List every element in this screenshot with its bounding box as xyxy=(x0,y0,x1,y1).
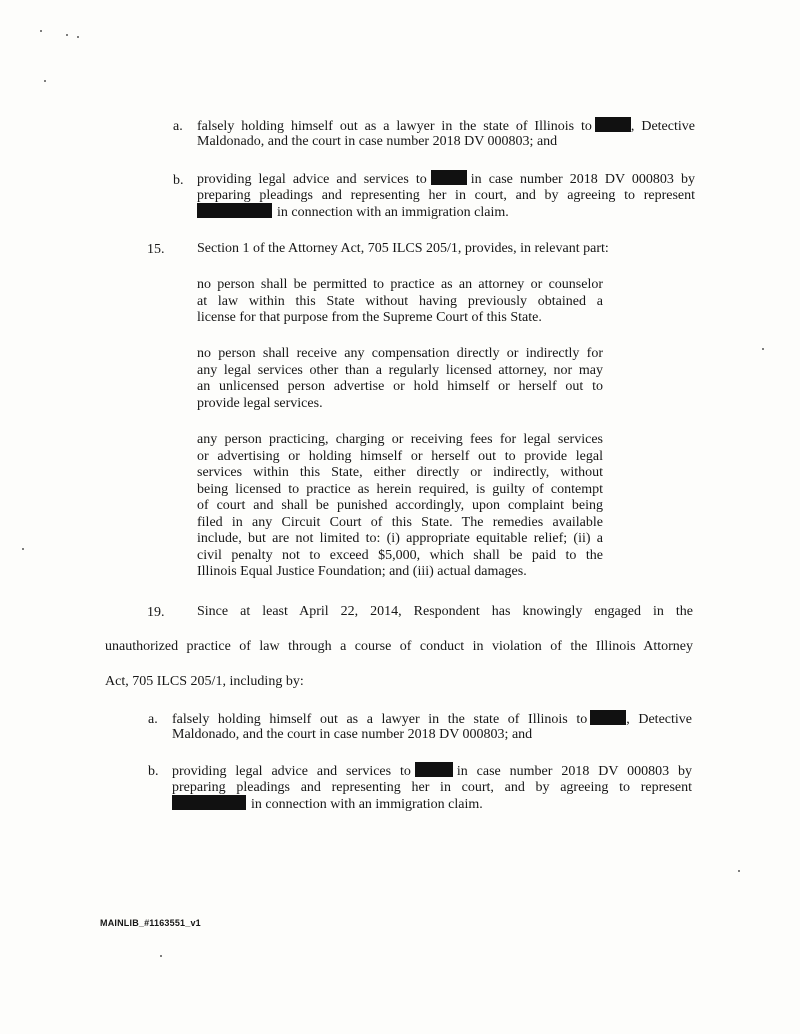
redaction-block xyxy=(197,203,272,218)
redaction-block xyxy=(595,117,631,132)
item-a-text-post: , Detective xyxy=(630,119,695,134)
quote3-line: being licensed to practice as herein required, is guilty of contempt xyxy=(197,482,603,497)
item-b2-line2 xyxy=(172,779,692,796)
para-19-line1-text: Since at least April 22, 2014, Respondent has knowingly engaged in the xyxy=(197,604,693,619)
para-19-line1 xyxy=(197,603,693,620)
quote2-line: no person shall receive any compensation directly or indirectly for xyxy=(197,346,603,361)
quote3-line: or advertising or holding himself or herself out to provide legal xyxy=(197,449,603,464)
scan-speck xyxy=(66,34,68,36)
item-a2-line2: Maldonado, and the court in case number 2018 DV 000803; and xyxy=(172,727,533,742)
item-b2-line3-text: in connection with an immigration claim. xyxy=(251,797,483,812)
item-a2-text: falsely holding himself out as a lawyer in the state of Illinois to xyxy=(172,712,588,727)
item-b-label: b. xyxy=(173,173,184,188)
item-b2-text: providing legal advice and services to xyxy=(172,764,411,779)
scan-speck xyxy=(44,80,46,82)
item-b-line1 xyxy=(197,170,695,188)
scan-speck xyxy=(160,955,162,957)
scan-speck xyxy=(40,30,42,32)
item-a-text: falsely holding himself out as a lawyer in the state of Illinois to xyxy=(197,119,592,134)
item-a-label: a. xyxy=(173,119,183,134)
redaction-block xyxy=(415,762,453,777)
scan-speck xyxy=(738,870,740,872)
para-19-line2 xyxy=(105,638,693,655)
para-19-line3: Act, 705 ILCS 205/1, including by: xyxy=(105,674,304,689)
item-b-line3 xyxy=(197,203,509,221)
quote3-line: civil penalty not to exceed $5,000, which shall be paid to the xyxy=(197,548,603,563)
redaction-block xyxy=(431,170,467,185)
item-a-line2: Maldonado, and the court in case number 2018 DV 000803; and xyxy=(197,134,558,149)
scan-speck xyxy=(77,36,79,38)
item-b2-line3 xyxy=(172,795,483,813)
item-b-line3-text: in connection with an immigration claim. xyxy=(277,205,509,220)
quote3-line: Illinois Equal Justice Foundation; and (iii) actual damages. xyxy=(197,564,527,579)
para-15-number: 15. xyxy=(147,242,165,257)
quote3-line: include, but are not limited to: (i) appropriate equitable relief; (ii) a xyxy=(197,531,603,546)
para-19-line2-text: unauthorized practice of law through a course of conduct in violation of the Illinois Attorney xyxy=(105,639,693,654)
quote3-line: any person practicing, charging or receiving fees for legal services xyxy=(197,432,603,447)
quote2-line: an unlicensed person advertise or hold himself or herself out to xyxy=(197,379,603,394)
item-a2-text-post: , Detective xyxy=(626,712,692,727)
item-b-text-post: in case number 2018 DV 000803 by xyxy=(470,172,696,187)
item-b-line2 xyxy=(197,187,695,204)
quote3-line: of court and shall be punished accordingly, upon complaint being xyxy=(197,498,603,513)
item-b2-line1 xyxy=(172,762,692,780)
item-a2-label: a. xyxy=(148,712,158,727)
item-b2-line2-text: preparing pleadings and representing her in court, and by agreeing to represent xyxy=(172,780,692,795)
quote2-line: provide legal services. xyxy=(197,396,323,411)
document-id-footer: MAINLIB_#1163551_v1 xyxy=(100,918,201,928)
item-b-line2-text: preparing pleadings and representing her in court, and by agreeing to represent xyxy=(197,188,695,203)
quote1-line: license for that purpose from the Supreme Court of this State. xyxy=(197,310,542,325)
item-b2-label: b. xyxy=(148,764,159,779)
item-b-text: providing legal advice and services to xyxy=(197,172,427,187)
quote1-line: no person shall be permitted to practice as an attorney or counselor xyxy=(197,277,603,292)
item-b2-text-post: in case number 2018 DV 000803 by xyxy=(456,764,693,779)
scan-speck xyxy=(22,548,24,550)
quote3-line: filed in any Circuit Court of this State. The remedies available xyxy=(197,515,603,530)
quote2-line: any legal services other than a regularly licensed attorney, nor may xyxy=(197,363,603,378)
para-19-number: 19. xyxy=(147,605,165,620)
redaction-block xyxy=(590,710,626,725)
quote1-line: at law within this State without having previously obtained a xyxy=(197,294,603,309)
redaction-block xyxy=(172,795,246,810)
quote3-line: services within this State, either directly or indirectly, without xyxy=(197,465,603,480)
para-15-text: Section 1 of the Attorney Act, 705 ILCS 205/1, provides, in relevant part: xyxy=(197,241,609,256)
scan-speck xyxy=(762,348,764,350)
